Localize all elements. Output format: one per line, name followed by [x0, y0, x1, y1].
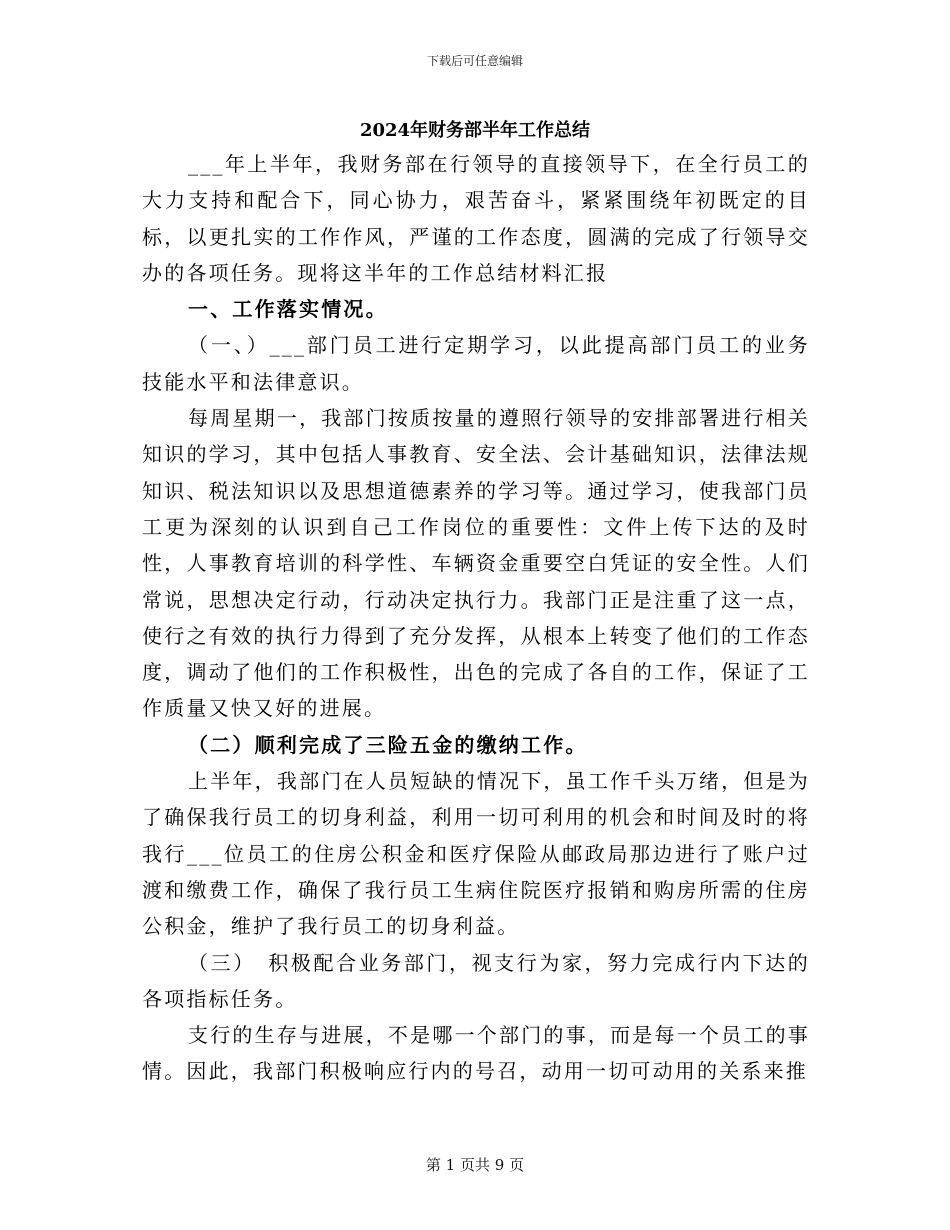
subsection-1-paragraph: 每周星期一，我部门按质按量的遵照行领导的安排部署进行相关知识的学习，其中包括人事教育、安全法、会计基础知识，法律法规知识、税法知识以及思想道德素养的学习等。通过学习，使我部门员工更为深刻的认识到自己工作岗位的重要性：文件上传下达的及时性，人事教育培训的科学性、车辆资金重要空白凭证的安全性。人们常说，思想决定行动，行动决定执行力。我部门正是注重了这一点，使行之有效的执行力得到了充分发挥，从根本上转变了他们的工作态度，调动了他们的工作积极性，出色的完成了各自的工作，保证了工作质量又快又好的进展。 — [142, 406, 810, 721]
subsection-3-paragraph: 支行的生存与进展，不是哪一个部门的事，而是每一个员工的事情。因此，我部门积极响应行内的号召，动用一切可动用的关系来推 — [142, 1023, 810, 1084]
subsection-2-paragraph: 上半年，我部门在人员短缺的情况下，虽工作千头万绪，但是为了确保我行员工的切身利益，利用一切可利用的机会和时间及时的将我行___位员工的住房公积金和医疗保险从邮政局那边进行了账户过渡和缴费工作，确保了我行员工生病住院医疗报销和购房所需的住房公积金，维护了我行员工的切身利益。 — [142, 769, 810, 939]
intro-paragraph: ___年上半年，我财务部在行领导的直接领导下，在全行员工的大力支持和配合下，同心协力，艰苦奋斗，紧紧围绕年初既定的目标，以更扎实的工作作风，严谨的工作态度，圆满的完成了行领导交办的各项任务。现将这半年的工作总结材料汇报 — [142, 152, 810, 285]
section-heading-1: 一、工作落实情况。 — [188, 297, 388, 322]
document-title: 2024年财务部半年工作总结 — [359, 120, 591, 141]
subsection-2-heading: （二）顺利完成了三险五金的缴纳工作。 — [188, 732, 588, 757]
document-body — [142, 146, 810, 1090]
page-footer: 第 1 页共 9 页 — [425, 1156, 525, 1174]
subsection-3-heading: （三） 积极配合业务部门，视支行为家，努力完成行内下达的各项指标任务。 — [142, 950, 810, 1011]
subsection-1-heading: （一、）___部门员工进行定期学习，以此提高部门员工的业务技能水平和法律意识。 — [142, 333, 810, 394]
page-header: 下载后可任意编辑 — [426, 54, 523, 68]
